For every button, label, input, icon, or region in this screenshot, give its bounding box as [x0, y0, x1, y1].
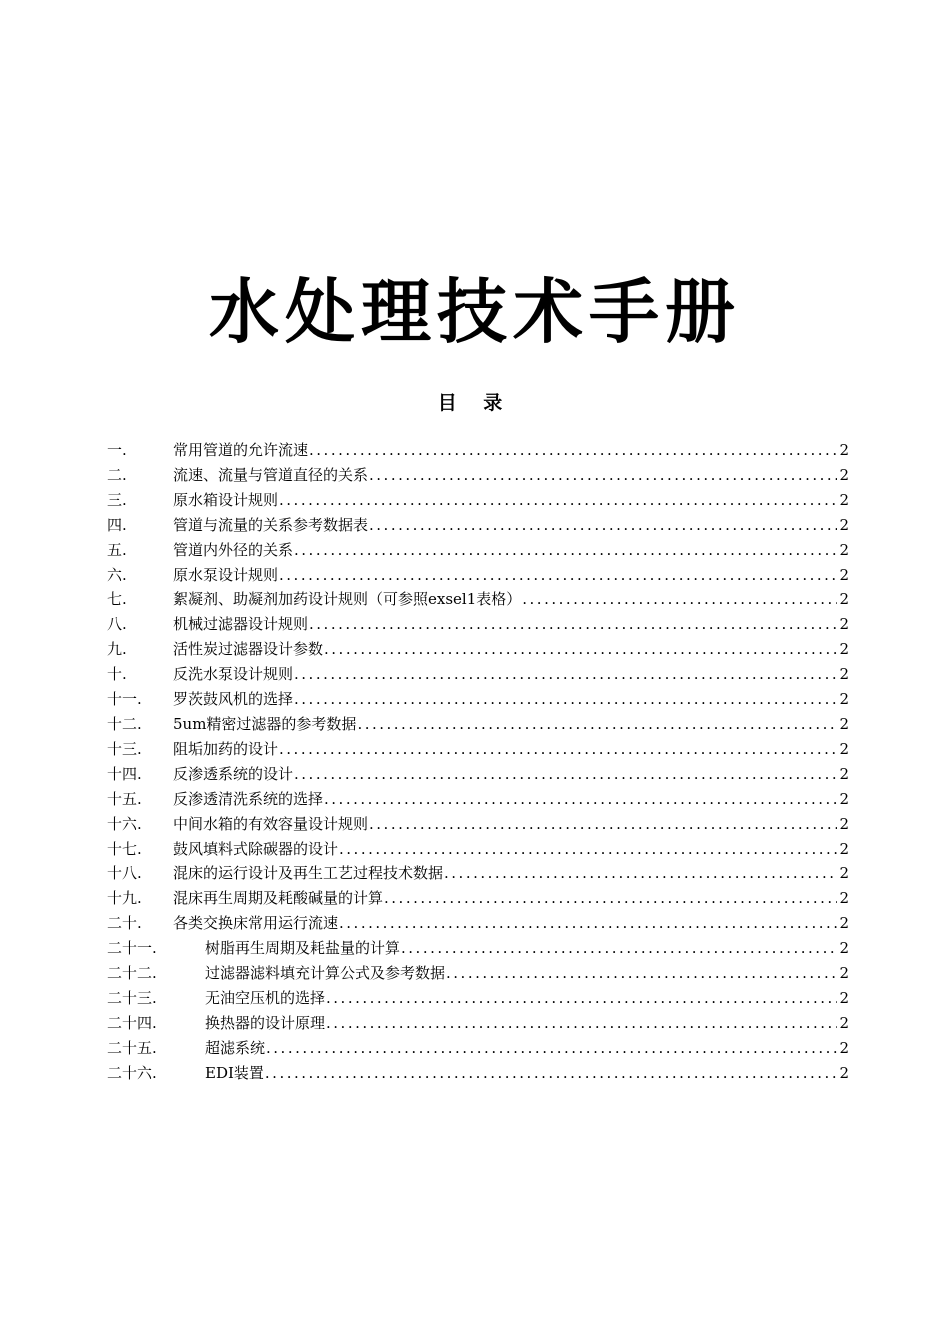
toc-entry[interactable]	[107, 612, 849, 637]
toc-dot-leader	[279, 737, 837, 762]
toc-entry-number: 六.	[107, 565, 127, 584]
toc-entry-label: 各类交换床常用运行流速	[173, 914, 339, 933]
toc-entry-number: 二十一.	[107, 939, 157, 958]
toc-entry-number: 一.	[107, 441, 127, 459]
toc-entry-number: 十九.	[107, 889, 142, 908]
toc-dot-leader	[384, 886, 837, 911]
toc-entry-label: 常用管道的允许流速	[173, 441, 309, 459]
toc-entry-label: 絮凝剂、助凝剂加药设计规则（可参照exsel1表格）	[173, 590, 522, 609]
toc-entry[interactable]	[107, 438, 849, 463]
toc-dot-leader	[369, 812, 837, 837]
toc-entry-number: 二十四.	[107, 1013, 157, 1032]
toc-entry-page: 2	[839, 441, 849, 459]
toc-entry-label: 反洗水泵设计规则	[173, 665, 294, 684]
toc-dot-leader	[294, 662, 837, 687]
toc-entry-page: 2	[839, 465, 849, 484]
toc-entry-label: 原水泵设计规则	[173, 565, 279, 584]
toc-entry-page: 2	[839, 540, 849, 559]
toc-entry-page: 2	[839, 490, 849, 509]
toc-entry-page: 2	[839, 1038, 849, 1057]
toc-entry-number: 二十.	[107, 914, 142, 933]
toc-dot-leader	[369, 463, 837, 488]
toc-entry-page: 2	[839, 764, 849, 783]
toc-entry-page: 2	[839, 615, 849, 634]
toc-dot-leader	[294, 687, 837, 712]
toc-dot-leader	[294, 762, 837, 787]
toc-entry[interactable]	[107, 662, 849, 687]
toc-entry-page: 2	[839, 839, 849, 858]
toc-entry-number: 十四.	[107, 764, 142, 783]
toc-entry[interactable]	[107, 712, 849, 737]
toc-entry-page: 2	[839, 665, 849, 684]
toc-entry-page: 2	[839, 988, 849, 1007]
toc-entry[interactable]	[107, 886, 849, 911]
toc-entry-number: 十二.	[107, 714, 142, 733]
toc-entry-page: 2	[839, 964, 849, 983]
toc-entry-number: 二.	[107, 465, 127, 484]
toc-entry-label: 管道内外径的关系	[173, 540, 294, 559]
toc-dot-leader	[522, 587, 837, 612]
toc-entry[interactable]	[107, 986, 849, 1011]
document-title: 水处理技术手册	[209, 270, 741, 353]
toc-entry-label: 5um精密过滤器的参考数据	[173, 714, 357, 733]
toc-entry-label: 树脂再生周期及耗盐量的计算	[205, 939, 401, 958]
toc-entry[interactable]	[107, 513, 849, 538]
toc-entry-number: 五.	[107, 540, 127, 559]
toc-heading: 目 录	[437, 392, 513, 414]
toc-entry-number: 四.	[107, 515, 127, 534]
toc-entry-page: 2	[839, 739, 849, 758]
toc-entry-page: 2	[839, 914, 849, 933]
toc-entry[interactable]	[107, 1061, 849, 1086]
toc-entry-page: 2	[839, 939, 849, 958]
toc-entry-number: 十.	[107, 665, 127, 684]
toc-entry[interactable]	[107, 1011, 849, 1036]
toc-entry-page: 2	[839, 789, 849, 808]
toc-entry-number: 十七.	[107, 839, 142, 858]
toc-entry-label: 机械过滤器设计规则	[173, 615, 309, 634]
toc-entry-page: 2	[839, 814, 849, 833]
toc-dot-leader	[324, 787, 837, 812]
toc-entry-number: 十一.	[107, 690, 142, 709]
toc-dot-leader	[265, 1061, 837, 1086]
toc-entry-number: 十三.	[107, 739, 142, 758]
toc-entry-page: 2	[839, 515, 849, 534]
toc-entry-number: 二十二.	[107, 964, 157, 983]
toc-dot-leader	[339, 837, 837, 862]
toc-entry-page: 2	[839, 1063, 849, 1082]
toc-entry-label: 鼓风填料式除碳器的设计	[173, 839, 339, 858]
toc-entry[interactable]	[107, 861, 849, 886]
toc-entry[interactable]	[107, 837, 849, 862]
toc-entry-number: 八.	[107, 615, 127, 634]
toc-entry-page: 2	[839, 864, 849, 883]
toc-dot-leader	[326, 1011, 837, 1036]
toc-entry-label: 活性炭过滤器设计参数	[173, 640, 324, 659]
toc-entry[interactable]	[107, 687, 849, 712]
toc-entry[interactable]	[107, 587, 849, 612]
toc-dot-leader	[369, 513, 837, 538]
toc-entry-label: 原水箱设计规则	[173, 490, 279, 509]
toc-entry[interactable]	[107, 961, 849, 986]
toc-dot-leader	[446, 961, 837, 986]
toc-dot-leader	[326, 986, 837, 1011]
toc-entry-label: 反渗透系统的设计	[173, 764, 294, 783]
toc-entry-page: 2	[839, 714, 849, 733]
toc-entry-label: 超滤系统	[205, 1038, 266, 1057]
toc-entry-label: 换热器的设计原理	[205, 1013, 326, 1032]
toc-entry-page: 2	[839, 889, 849, 908]
toc-entry-number: 十五.	[107, 789, 142, 808]
toc-entry[interactable]	[107, 637, 849, 662]
toc-entry-label: 管道与流量的关系参考数据表	[173, 515, 369, 534]
toc-entry-number: 十六.	[107, 814, 142, 833]
toc-entry[interactable]	[107, 563, 849, 588]
table-of-contents	[107, 438, 849, 1086]
toc-entry-page: 2	[839, 690, 849, 709]
toc-entry-page: 2	[839, 590, 849, 609]
toc-entry-number: 三.	[107, 490, 127, 509]
toc-entry-label: 中间水箱的有效容量设计规则	[173, 814, 369, 833]
toc-entry[interactable]	[107, 762, 849, 787]
toc-entry[interactable]	[107, 463, 849, 488]
toc-dot-leader	[324, 637, 837, 662]
toc-entry-label: 阻垢加药的设计	[173, 739, 279, 758]
toc-entry-page: 2	[839, 565, 849, 584]
toc-entry[interactable]	[107, 812, 849, 837]
toc-dot-leader	[444, 861, 837, 886]
toc-entry-label: 混床再生周期及耗酸碱量的计算	[173, 889, 384, 908]
toc-entry-page: 2	[839, 640, 849, 659]
toc-entry-number: 二十六.	[107, 1063, 157, 1082]
toc-dot-leader	[401, 936, 837, 961]
toc-entry-page: 2	[839, 1013, 849, 1032]
toc-entry[interactable]	[107, 488, 849, 513]
toc-entry[interactable]	[107, 737, 849, 762]
toc-entry[interactable]	[107, 1036, 849, 1061]
toc-entry[interactable]	[107, 787, 849, 812]
toc-entry-label: 无油空压机的选择	[205, 988, 326, 1007]
toc-entry[interactable]	[107, 936, 849, 961]
toc-dot-leader	[339, 911, 837, 936]
toc-dot-leader	[266, 1036, 837, 1061]
toc-entry-label: 过滤器滤料填充计算公式及参考数据	[205, 964, 446, 983]
toc-entry-label: EDI装置	[205, 1063, 264, 1082]
toc-entry-label: 流速、流量与管道直径的关系	[173, 465, 369, 484]
toc-entry-number: 九.	[107, 640, 127, 659]
toc-entry[interactable]	[107, 538, 849, 563]
toc-entry-number: 二十三.	[107, 988, 157, 1007]
toc-entry-number: 七.	[107, 590, 127, 609]
toc-dot-leader	[309, 612, 837, 637]
toc-dot-leader	[279, 488, 837, 513]
toc-entry-label: 反渗透清洗系统的选择	[173, 789, 324, 808]
toc-dot-leader	[279, 563, 837, 588]
toc-entry[interactable]	[107, 911, 849, 936]
toc-dot-leader	[357, 712, 837, 737]
toc-entry-label: 混床的运行设计及再生工艺过程技术数据	[173, 864, 444, 883]
toc-entry-number: 十八.	[107, 864, 142, 883]
toc-dot-leader	[294, 538, 837, 563]
toc-entry-label: 罗茨鼓风机的选择	[173, 690, 294, 709]
toc-entry-number: 二十五.	[107, 1038, 157, 1057]
toc-dot-leader	[309, 438, 837, 463]
